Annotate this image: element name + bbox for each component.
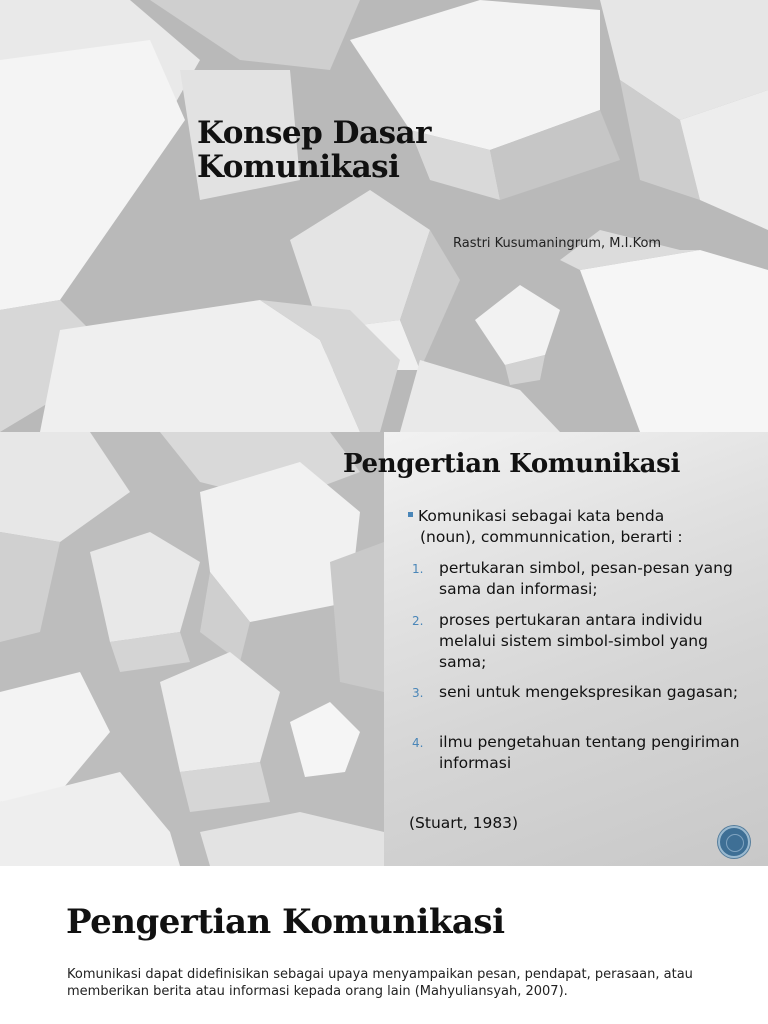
citation: (Stuart, 1983) (409, 814, 519, 832)
title-line-2: Komunikasi (197, 149, 400, 185)
circle-decoration-icon (718, 826, 750, 858)
slide-1-title (197, 116, 431, 184)
slide-3-title: Pengertian Komunikasi (66, 902, 505, 942)
list-number: 3. (412, 686, 424, 700)
list-text: pertukaran simbol, pesan-pesan yang sama dan informasi; (439, 559, 733, 598)
cubes-background (0, 0, 768, 432)
list-text: ilmu pengetahuan tentang pengiriman informasi (439, 733, 740, 772)
title-line-1: Konsep Dasar (197, 115, 431, 151)
cubes-background (0, 432, 384, 866)
slide-2-title: Pengertian Komunikasi (343, 449, 681, 479)
list-text: seni untuk mengekspresikan gagasan; (439, 683, 739, 701)
author: Rastri Kusumaningrum, M.I.Kom (453, 236, 662, 251)
slide-2 (0, 432, 768, 866)
bullet-square-icon (408, 512, 413, 517)
slide-3 (0, 866, 768, 1024)
list-text: proses pertukaran antara individu melalui sistem simbol-simbol yang sama; (439, 611, 708, 671)
slide-1 (0, 0, 768, 432)
list-number: 1. (412, 562, 424, 576)
list-number: 2. (412, 614, 424, 628)
list-number: 4. (412, 736, 424, 750)
bullet-line-1: Komunikasi sebagai kata benda (418, 507, 665, 525)
bullet-intro (408, 506, 748, 548)
slide-3-body: Komunikasi dapat didefinisikan sebagai upaya menyampaikan pesan, pendapat, perasaan, atau memberikan berita atau informasi kepada orang lain (Mahyuliansyah, 2007). (67, 967, 693, 999)
bullet-line-2: (noun), communnication, berarti : (420, 528, 683, 546)
